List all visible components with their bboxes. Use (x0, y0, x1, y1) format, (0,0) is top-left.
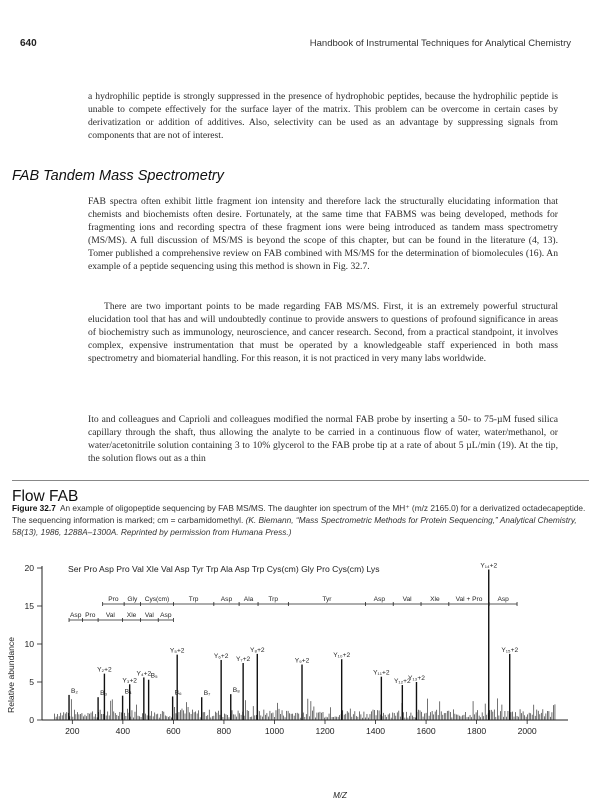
fragment-peak-label: B₂ (71, 687, 79, 695)
fragment-peaks (69, 563, 518, 720)
x-tick-label: 2000 (517, 726, 537, 736)
fragment-peak-label: Y₁₅+2 (501, 646, 519, 654)
fab-tandem-paragraph-2: There are two important points to be made regarding FAB MS/MS. First, it is an extremely powerful structural elucidation tool that has and will undoubtedly continue to provide answers to questions of profound significance in areas of biochemistry such as immunology, neuroscience, and cancer research. Second, from a practical standpoint, it involves complex, expensive instrumentation that must be operated by a knowledgeable staff experienced in both mass spectrometry and biomaterial handling. For this reason, it is not practiced in very many labs worldwide. (88, 301, 558, 364)
x-tick-label: 1200 (315, 726, 335, 736)
fragment-peak-label: B₅ (150, 672, 158, 680)
fragment-peak-label: Y₁₀+2 (333, 652, 351, 660)
y-tick-label: 20 (24, 563, 34, 573)
fragment-peak-label: Y₁₂+2 (393, 678, 411, 686)
figure-label: Figure 32.7 (12, 503, 56, 513)
x-tick-label: 1600 (416, 726, 436, 736)
intro-paragraph: a hydrophilic peptide is strongly suppressed in the presence of hydrophobic peptides, because the hydrophilic peptide is unable to compete effectively for the surface layer of the matrix. This problem can be overcome in certain cases by derivatization or addition of additives. Also, selectivity can be used as an advantage by suppressing signals from components that are not of interest. (88, 91, 558, 141)
figure-top-rule (12, 480, 589, 481)
x-axis-title: M/Z (333, 791, 347, 800)
sequence-residue: Val (402, 596, 412, 603)
fragment-peak-label: Y₄+2 (136, 670, 152, 678)
fragment-peak-label: B₄ (124, 688, 132, 696)
fragment-peak-label: Y₈+2 (249, 646, 265, 654)
flow-fab-paragraph-1: Ito and colleagues and Caprioli and colleagues modified the normal FAB probe by inserting a 50- to 75-µM fused silica capillary through the shaft, thus allowing the analyte to be carried in a continuous flow of water, water/methanol, or water/acetonitrile solution containing 3 to 10% glycerol to the FAB probe tip at a rate of about 5 µL/min (19). At the tip, the solution flows out as a thin (88, 414, 558, 464)
sequence-residue: Val + Pro (455, 596, 483, 603)
x-tick-label: 1000 (264, 726, 285, 736)
sequence-title: Ser Pro Asp Pro Val Xle Val Asp Tyr Trp Ala Asp Trp Cys(cm) Gly Pro Cys(cm) Lys (68, 564, 380, 574)
sequence-residue: Cys(cm) (144, 596, 170, 603)
fragment-peak-label: Y₂+2 (97, 666, 112, 674)
fragment-peak-label: B₇ (203, 690, 211, 698)
section-heading-flow-fab: Flow FAB (12, 488, 79, 505)
sequence-residue: Val (105, 612, 115, 619)
sequence-residue: Pro (108, 596, 119, 603)
fab-tandem-paragraph-1: FAB spectra often exhibit little fragment ion intensity and therefore lack the structurally elucidating information that chemists and biochemists often desire. Fortunately, at the same time that FABMS was being developed, methods for fragmenting ions and recording spectra of these fragment ions were being introduced as tandem mass spectrometry (MS/MS). A full discussion of MS/MS is beyond the scope of this chapter, but can be found in the literature (4, 13). Tomer published a comprehensive review on FAB combined with MS/MS for the determination of biomolecules (16). An example of a peptide sequencing using this method is shown in Fig. 32.7. (88, 196, 558, 272)
x-tick-label: 1400 (365, 726, 386, 736)
y-tick-label: 15 (24, 601, 34, 611)
section-heading-fab-tandem: FAB Tandem Mass Spectrometry (12, 168, 224, 184)
fragment-peak-label: Y₆+2 (213, 652, 229, 660)
x-axis (42, 720, 568, 736)
fragment-peak-label: Y₃+2 (122, 677, 137, 685)
fragment-peak-label: Y₅+2 (169, 647, 185, 655)
fragment-peak-label: Y₇+2 (236, 656, 251, 663)
sequence-residue: Tyr (322, 596, 332, 603)
y-axis-title: Relative abundance (6, 637, 16, 713)
sequence-residue: Asp (70, 612, 82, 619)
x-tick-label: 400 (115, 726, 131, 736)
fragment-peak-label: Y₉+2 (294, 657, 310, 665)
fragment-peak-label: Y₁₃+2 (408, 675, 425, 682)
sequence-ladder (69, 596, 517, 622)
figure-citation: (K. Biemann, “Mass Spectrometric Methods for Protein Sequencing,” Analytical Chemistry, 58(13), 1986, 1288A–1300A. Reprinted by permission from Humana Press.) (12, 515, 577, 537)
sequence-residue: Xle (430, 596, 440, 603)
fragment-peak-label: Y₁₄+2 (480, 562, 498, 570)
fragment-peak-label: B₆ (174, 689, 182, 697)
sequence-residue: Asp (160, 612, 172, 619)
sequence-residue: Ala (243, 596, 254, 603)
sequence-residue: Xle (126, 612, 137, 619)
sequence-residue: Asp (373, 596, 386, 603)
y-tick-label: 5 (29, 677, 34, 687)
sequence-residue: Pro (85, 612, 96, 619)
y-tick-label: 0 (29, 715, 34, 725)
y-tick-label: 10 (24, 639, 34, 649)
sequence-residue: Asp (220, 596, 233, 603)
figure-caption-text: An example of oligopeptide sequencing by FAB MS/MS. The daughter ion spectrum of the MH⁺ (m/z 2165.0) for a derivatized octadecapeptide. The sequencing information is marked; cm = carbamidomethyl. (12, 503, 586, 525)
sequence-residue: Trp (188, 596, 199, 603)
figure-caption (12, 502, 590, 538)
y-axis (24, 563, 42, 725)
fragment-peak-label: B₃ (100, 690, 108, 698)
fragment-peak-label: B₈ (232, 687, 240, 695)
x-tick-label: 1800 (467, 726, 487, 736)
x-tick-label: 200 (65, 726, 80, 736)
spectrum-chart (0, 560, 601, 800)
x-tick-label: 800 (216, 726, 232, 736)
fragment-peak-label: Y₁₁+2 (373, 669, 390, 677)
x-tick-label: 600 (166, 726, 181, 736)
sequence-residue: Trp (268, 596, 279, 603)
sequence-residue: Gly (127, 596, 138, 603)
sequence-residue: Asp (497, 596, 509, 603)
sequence-residue: Val (144, 612, 154, 619)
running-head: Handbook of Instrumental Techniques for Analytical Chemistry (309, 38, 571, 49)
page-number: 640 (20, 38, 37, 49)
